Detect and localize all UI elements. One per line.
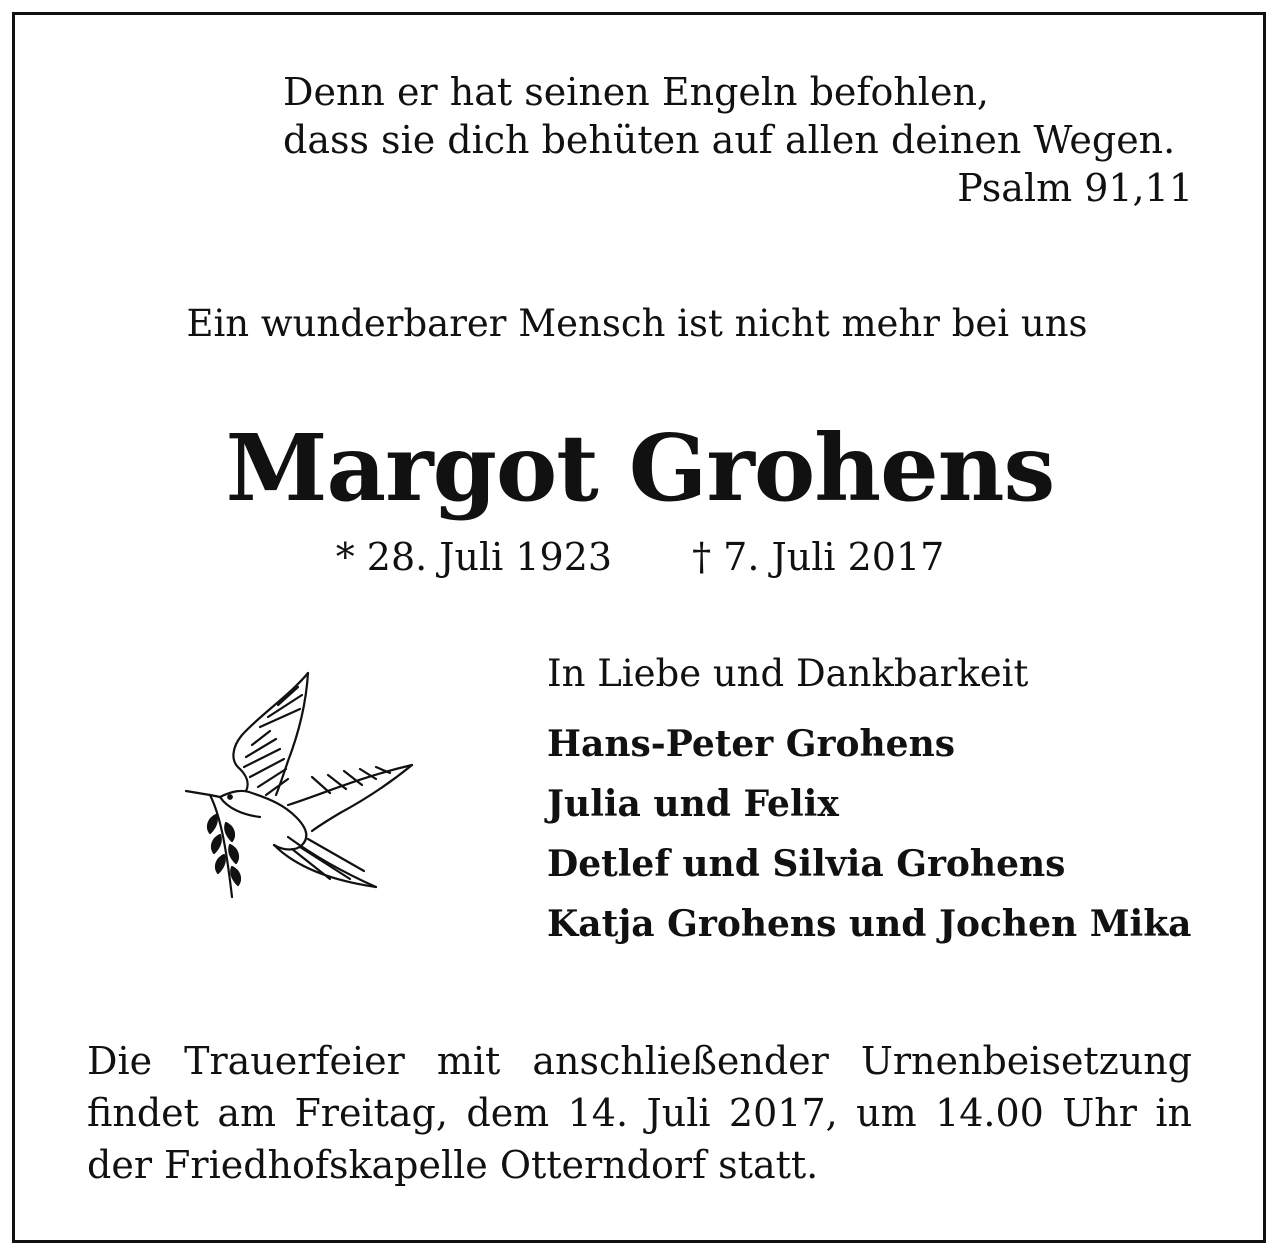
life-dates xyxy=(0,533,1280,581)
verse-reference: Psalm 91,11 xyxy=(957,166,1193,210)
intro-text-label: Ein wunderbarer Mensch ist nicht mehr bei uns xyxy=(186,302,1088,345)
funeral-ceremony-notice: Die Trauerfeier mit anschließender Urnenbeisetzung findet am Freitag, dem 14. Juli 2017, um 14.00 Uhr in der Friedhofskapelle Otterndorf statt. xyxy=(87,1039,1192,1187)
mourners-block xyxy=(547,648,1227,954)
bible-verse-line-1: Denn er hat seinen Engeln befohlen, xyxy=(283,70,990,114)
intro-text xyxy=(0,300,1280,348)
dove-with-olive-branch-icon xyxy=(180,665,425,910)
bible-verse-line-2: dass sie dich behüten auf allen deinen Wegen. xyxy=(283,118,1176,162)
mourners-lead: In Liebe und Dankbarkeit xyxy=(547,652,1029,695)
mourner-name: Katja Grohens und Jochen Mika xyxy=(547,903,1192,945)
mourner-name: Detlef und Silvia Grohens xyxy=(547,843,1066,885)
deceased-name: Margot Grohens xyxy=(225,414,1055,522)
mourner-name: Julia und Felix xyxy=(547,783,839,825)
mourner-name: Hans-Peter Grohens xyxy=(547,723,956,765)
death-date: † 7. Juli 2017 xyxy=(692,535,945,579)
birth-date: * 28. Juli 1923 xyxy=(335,535,613,579)
